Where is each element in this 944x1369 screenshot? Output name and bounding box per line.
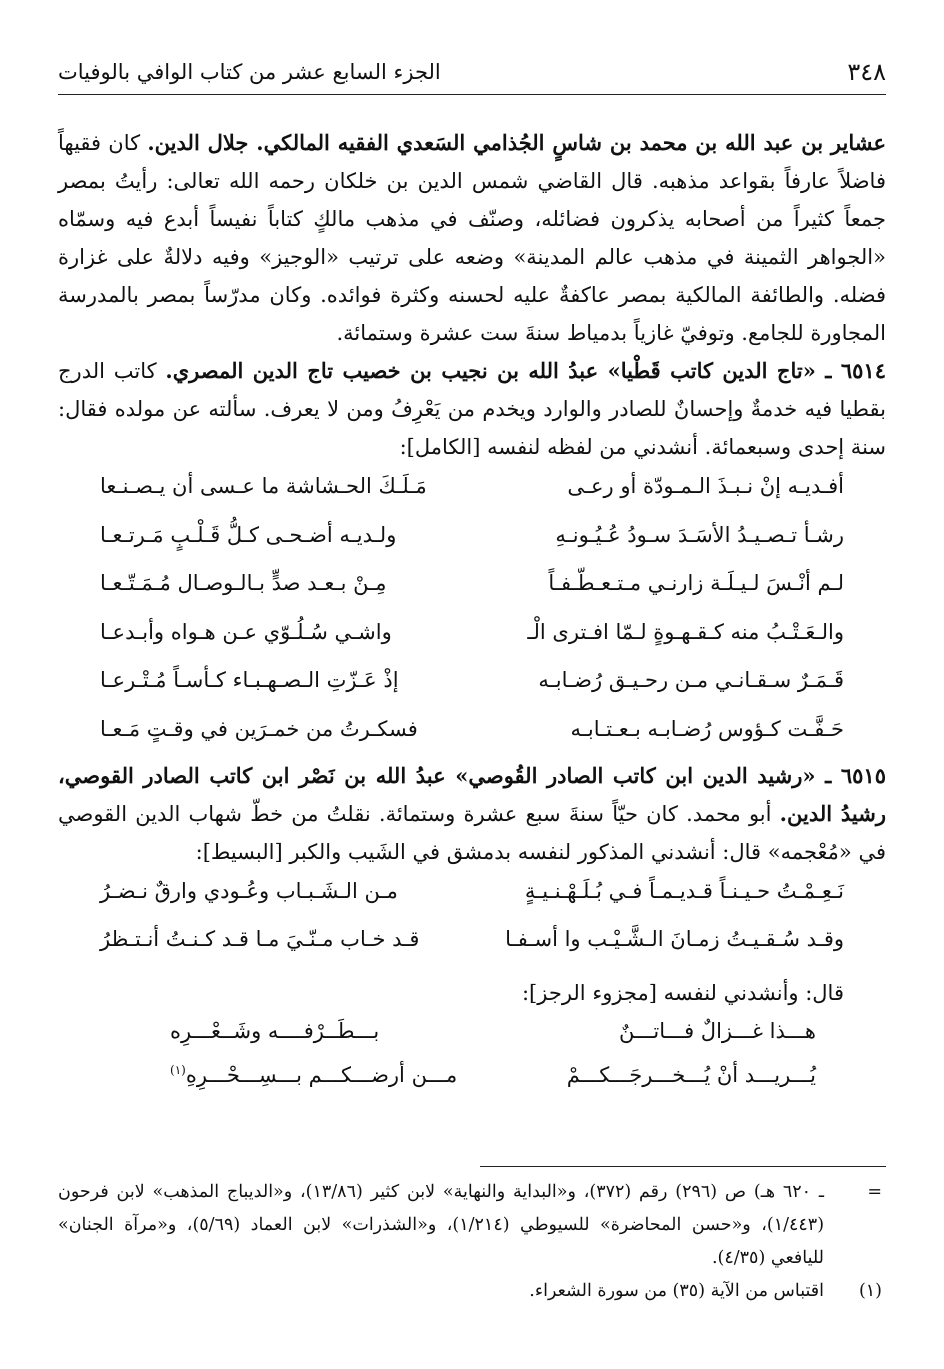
poem-6515: [58, 871, 886, 967]
verse-first-hemistich: وقـد سُـقـيـتُ زمـانَ الـشَّـيْـب وا أسـفـا: [505, 927, 844, 951]
short-poem: [58, 1013, 886, 1101]
verse-line: [58, 919, 886, 967]
footnote-separator: [480, 1166, 886, 1167]
verse-first-hemistich: والـعَـتْـبُ منه كـقـهـوةٍ لـمّا افـترى الْـ: [527, 619, 844, 644]
verse-line: [58, 466, 886, 515]
footnote-mark: =: [867, 1182, 882, 1202]
page-body: [58, 124, 886, 1101]
verse-second-hemistich: واشـي سُـلُـوّي عـن هـواه وأبـدعـا: [100, 619, 392, 644]
entry-top-paragraph: [58, 124, 886, 352]
footnotes: [58, 1176, 886, 1308]
verse-line: [58, 709, 886, 758]
verse-first-hemistich: رشـأ تـصـيـدُ الأسَـدَ سـودُ عُـيُـونـهِ: [555, 522, 844, 547]
footnote-reference[interactable]: (١): [170, 1063, 186, 1077]
verse-first-hemistich: لـم أنْـسَ لـيـلَـة زارنـي مـتـعـطّـفـاً: [548, 571, 844, 595]
page-number: ٣٤٨: [847, 58, 886, 86]
poem-6514: [58, 466, 886, 757]
verse-first-hemistich: أفـديـه إنْ نـبـذَ الـمـودّة أو رعـى: [567, 474, 844, 498]
verse-line: [58, 612, 886, 661]
verse-line: [58, 515, 886, 564]
verse-second-hemistich: مـن الـشَـبـاب وعُـودي وارقٌ نـضـرُ: [100, 879, 398, 903]
entry-6515-paragraph: [58, 757, 886, 871]
entry-6515-heading: ٦٥١٥ ـ «رشيد الدين ابن كاتب الصادر القُوصي» عبدُ الله بن نَصْر ابن كاتب الصادر القوصي، رشيدُ الدين.: [58, 763, 886, 826]
entry-top-name: عشاير بن عبد الله بن محمد بن شاسٍ الجُذامي السَعدي الفقيه المالكي. جلال الدين.: [147, 130, 886, 155]
running-title: الجزء السابع عشر من كتاب الوافي بالوفيات: [58, 60, 441, 84]
entry-top-text: كان فقيهاً فاضلاً عارفاً بقواعد مذهبه. قال القاضي شمس الدين بن خلكان رحمه الله تعالى: رأيتُ بمصر جمعاً كثيراً من أصحابه يذكرون فضائله، وصنّف في مذهب مالكٍ كتاباً نفيساً أبدع فيه وسمّاه «الجواهر الثمينة في مذهب عالم المدينة» وضعه على ترتيب «الوجيز» وفيه دلالةٌ على غزارة فضله. والطائفة المالكية بمصر عاكفةٌ عليه لحسنه وكثرة فوائده. وكان مدرّساً بمصر بالمدرسة المجاورة للجامع. وتوفيّ غازياً بدمياط سنةَ ست عشرة وستمائة.: [58, 131, 886, 345]
verse-second-hemistich: قـد خـاب مـنّـيَ مـا قـد كـنـتُ أنـتـظرُ: [100, 927, 420, 951]
verse-first-hemistich: حَـفَّـت كـؤوس رُضـابـه بـعـتـابـه: [570, 716, 844, 741]
footnote-text: ـ ٦٢٠ هـ) ص (٢٩٦) رقم (٣٧٢)، و«البداية والنهاية» لابن كثير (١٣/٨٦)، و«الديباج المذهب» لابن فرحون (١/٤٤٣)، و«حسن المحاضرة» للسيوطي (١/٢١٤)، و«الشذرات» لابن العماد (٥/٦٩)، و«مرآة الجنان» لليافعي (٤/٣٥).: [58, 1182, 825, 1268]
verse-line: [58, 1013, 886, 1057]
footnote: [58, 1275, 886, 1308]
verse-second-hemistich: بـــطَــرْفــــه وشَــعْـــرِه: [170, 1019, 380, 1043]
verse-second-hemistich: فسكـرتُ من خمـرَين في وقـتٍ مَـعـا: [100, 716, 418, 741]
verse-second-hemistich: ولـديـه أضـحـى كـلُّ قَـلْـبٍ مَـرتـعـا: [100, 522, 397, 547]
verse-first-hemistich: يُـــريـــد أنْ يُـــخـــرجَـــكـــمْ: [566, 1063, 816, 1087]
entry-6514-text: كاتب الدرج بقطيا فيه خدمةٌ وإحسانٌ للصادر والوارد ويخدم من يَعْرِفُ ومن لا يعرف. سألته عن مولده فقال: سنة إحدى وسبعمائة. أنشدني من لفظه لنفسه [الكامل]:: [58, 359, 886, 459]
verse-line: [58, 660, 886, 709]
verse-second-hemistich-text: مـــن أرضـــكـــم بـــسِـــحْـــرِهِ: [185, 1063, 458, 1087]
footnote-mark: (١): [858, 1281, 882, 1301]
verse-first-hemistich: هـــذا غـــزالٌ فـــاتـــنٌ: [618, 1019, 816, 1043]
footnote-text: اقتباس من الآية (٣٥) من سورة الشعراء.: [529, 1281, 824, 1301]
running-header: [58, 48, 886, 95]
entry-6514-heading: ٦٥١٤ ـ «تاج الدين كاتب قَطْيا» عبدُ الله بن نجيب بن خصيب تاج الدين المصري.: [165, 358, 886, 383]
verse-second-hemistich: [170, 1063, 457, 1087]
verse-second-hemistich: مِـنْ بـعـد صدٍّ بـالـوصـال مُـمَـتّـعـا: [100, 571, 387, 595]
poem-intro-line: قال: وأنشدني لنفسه [مجزوء الرجز]:: [521, 981, 844, 1005]
verse-line: [58, 871, 886, 919]
verse-line: [58, 563, 886, 612]
entry-6514-paragraph: [58, 352, 886, 466]
footnote: [58, 1176, 886, 1275]
verse-first-hemistich: نَـعِـمْـتُ حـيـنـاً قـديـمـاً فـي بُـلَـهْـنـيـةٍ: [524, 879, 844, 903]
verse-second-hemistich: مَـلَـكَ الحـشاشة ما عـسى أن يـصـنـعا: [100, 474, 427, 498]
verse-second-hemistich: إذْ عَـزّتِ الـصـهـبـاء كـأسـاً مُـتْـرعـا: [100, 668, 399, 692]
verse-line: [58, 1057, 886, 1101]
entry-6515-text: أبو محمد. كان حيّاً سنةَ سبع عشرة وستمائة. نقلتُ من خطّ شهاب الدين القوصي في «مُعْجمه» قال: أنشدني المذكور لنفسه بدمشق في الشَيب والكبر [البسيط]:: [58, 802, 886, 864]
verse-first-hemistich: قَـمَـرٌ سـقـانـي مـن رحـيـق رُضـابـه: [538, 668, 844, 692]
